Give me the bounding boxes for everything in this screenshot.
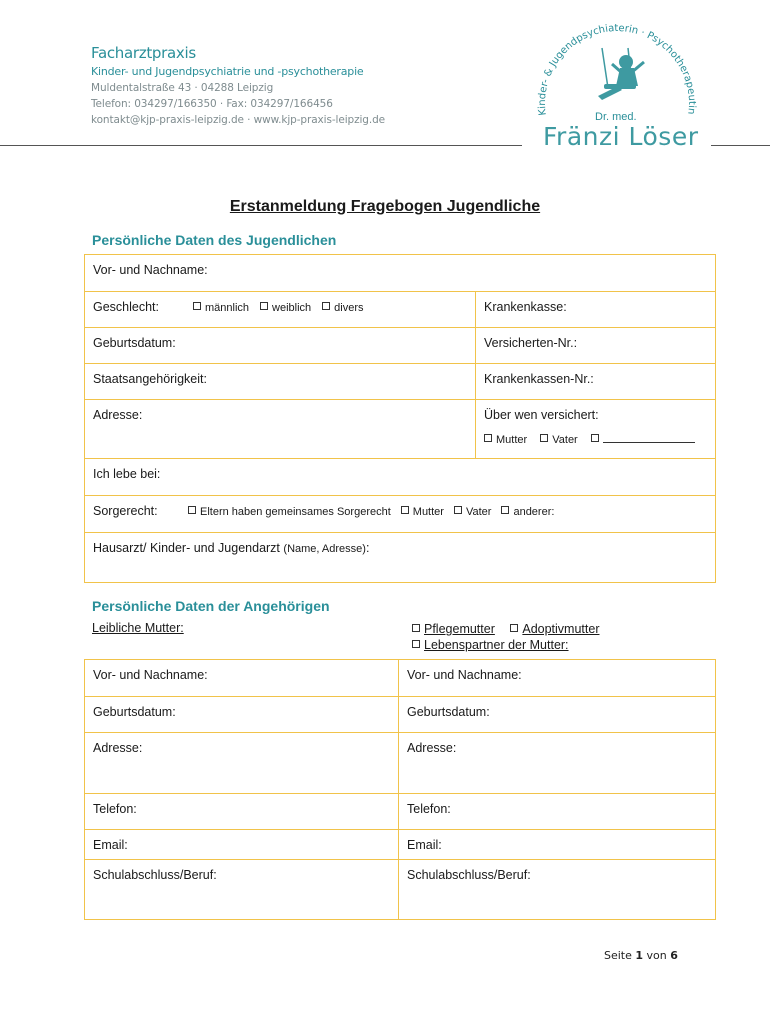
birthdate-label: Geburtsdatum: bbox=[93, 336, 176, 350]
header-divider-left bbox=[0, 145, 522, 146]
gender-option-diverse[interactable]: divers bbox=[322, 302, 363, 314]
fill-in-line[interactable] bbox=[603, 434, 695, 443]
practice-header bbox=[91, 44, 385, 128]
option-adoptive-mother[interactable]: Adoptivmutter bbox=[510, 622, 599, 636]
option-foster-mother[interactable]: Pflegemutter bbox=[412, 622, 495, 636]
insurer-number-field[interactable] bbox=[476, 364, 716, 400]
mother-name-field[interactable] bbox=[85, 660, 399, 697]
insured-via-other[interactable] bbox=[591, 434, 695, 446]
field-label: Schulabschluss/Beruf: bbox=[407, 868, 531, 882]
gender-option-female[interactable]: weiblich bbox=[260, 302, 311, 314]
insurance-label: Krankenkasse: bbox=[484, 300, 567, 314]
checkbox[interactable] bbox=[484, 434, 492, 442]
section-heading-relatives: Persönliche Daten der Angehörigen bbox=[92, 598, 330, 614]
other-birthdate-field[interactable] bbox=[399, 697, 716, 733]
header-divider-right bbox=[711, 145, 770, 146]
nationality-field[interactable] bbox=[85, 364, 476, 400]
checkbox[interactable] bbox=[540, 434, 548, 442]
checkbox[interactable] bbox=[510, 624, 518, 632]
name-label: Vor- und Nachname: bbox=[93, 263, 208, 277]
custody-label: Sorgerecht: bbox=[93, 504, 158, 518]
relatives-data-table bbox=[84, 659, 716, 920]
checkbox[interactable] bbox=[322, 302, 330, 310]
family-doctor-hint: (Name, Adresse) bbox=[283, 543, 366, 555]
field-label: Vor- und Nachname: bbox=[93, 668, 208, 682]
insurance-field[interactable] bbox=[476, 292, 716, 328]
page-indicator bbox=[604, 949, 678, 962]
insured-via-mother[interactable]: Mutter bbox=[484, 434, 527, 446]
custody-field bbox=[85, 496, 716, 533]
field-label: Adresse: bbox=[407, 741, 457, 755]
mother-phone-field[interactable] bbox=[85, 794, 399, 830]
page-number: 1 bbox=[635, 949, 644, 962]
field-label: Vor- und Nachname: bbox=[407, 668, 522, 682]
mother-address-field[interactable] bbox=[85, 733, 399, 794]
checkbox[interactable] bbox=[591, 434, 599, 442]
mother-birthdate-field[interactable] bbox=[85, 697, 399, 733]
page-prefix: Seite bbox=[604, 949, 636, 962]
insured-via-field bbox=[476, 400, 716, 459]
family-doctor-field[interactable] bbox=[85, 533, 716, 583]
address-label: Adresse: bbox=[93, 408, 143, 422]
custody-option-joint[interactable]: Eltern haben gemeinsames Sorgerecht bbox=[188, 506, 391, 518]
page-separator: von bbox=[643, 949, 671, 962]
other-address-field[interactable] bbox=[399, 733, 716, 794]
custody-option-mother[interactable]: Mutter bbox=[401, 506, 444, 518]
other-phone-field[interactable] bbox=[399, 794, 716, 830]
document-title: Erstanmeldung Fragebogen Jugendliche bbox=[229, 198, 541, 215]
logo-dr-med: Dr. med. bbox=[595, 111, 637, 123]
practice-subtitle: Kinder- und Jugendpsychiatrie und -psychotherapie bbox=[91, 65, 364, 78]
insured-number-field[interactable] bbox=[476, 328, 716, 364]
insurer-number-label: Krankenkassen-Nr.: bbox=[484, 372, 594, 386]
insured-via-father[interactable]: Vater bbox=[540, 434, 577, 446]
address-field[interactable] bbox=[85, 400, 476, 459]
insured-number-label: Versicherten-Nr.: bbox=[484, 336, 578, 350]
checkbox[interactable] bbox=[401, 506, 409, 514]
checkbox[interactable] bbox=[454, 506, 462, 514]
custody-option-father[interactable]: Vater bbox=[454, 506, 491, 518]
mother-email-field[interactable] bbox=[85, 830, 399, 860]
checkbox[interactable] bbox=[412, 624, 420, 632]
field-label: Email: bbox=[93, 838, 128, 852]
name-field[interactable] bbox=[85, 255, 716, 292]
lives-with-field[interactable] bbox=[85, 459, 716, 496]
practice-address: Muldentalstraße 43 · 04288 Leipzig bbox=[91, 82, 274, 94]
page-total: 6 bbox=[670, 949, 678, 962]
section-heading-youth: Persönliche Daten des Jugendlichen bbox=[92, 232, 337, 248]
gender-option-male[interactable]: männlich bbox=[193, 302, 249, 314]
logo-doctor-name: Fränzi Löser bbox=[543, 122, 699, 151]
insured-via-label: Über wen versichert: bbox=[484, 408, 599, 422]
field-label: Telefon: bbox=[407, 802, 451, 816]
custody-option-other[interactable]: anderer: bbox=[501, 506, 554, 518]
field-label: Adresse: bbox=[93, 741, 143, 755]
nationality-label: Staatsangehörigkeit: bbox=[93, 372, 207, 386]
family-doctor-label: Hausarzt/ Kinder- und Jugendarzt bbox=[93, 541, 280, 555]
logo-arc-text: Kinder- & Jugendpsychiaterin · Psychotherapeutin bbox=[536, 23, 698, 117]
checkbox[interactable] bbox=[193, 302, 201, 310]
gender-label: Geschlecht: bbox=[93, 300, 160, 314]
option-mothers-partner[interactable]: Lebenspartner der Mutter: bbox=[412, 638, 569, 652]
family-doctor-colon: : bbox=[365, 541, 370, 555]
checkbox[interactable] bbox=[188, 506, 196, 514]
mother-occupation-field[interactable] bbox=[85, 860, 399, 920]
other-occupation-field[interactable] bbox=[399, 860, 716, 920]
checkbox[interactable] bbox=[412, 640, 420, 648]
field-label: Geburtsdatum: bbox=[407, 705, 490, 719]
other-email-field[interactable] bbox=[399, 830, 716, 860]
practice-phone-fax: Telefon: 034297/166350 · Fax: 034297/166456 bbox=[91, 98, 333, 110]
youth-data-table bbox=[84, 254, 716, 583]
lives-with-label: Ich lebe bei: bbox=[93, 467, 161, 481]
field-label: Email: bbox=[407, 838, 442, 852]
birthdate-field[interactable] bbox=[85, 328, 476, 364]
practice-title: Facharztpraxis bbox=[91, 44, 196, 62]
other-name-field[interactable] bbox=[399, 660, 716, 697]
field-label: Schulabschluss/Beruf: bbox=[93, 868, 217, 882]
mother-type-options bbox=[412, 621, 599, 653]
gender-field bbox=[85, 292, 476, 328]
practice-contact: kontakt@kjp-praxis-leipzig.de · www.kjp-praxis-leipzig.de bbox=[91, 114, 386, 126]
biological-mother-label: Leibliche Mutter: bbox=[92, 621, 184, 635]
child-on-swing-icon bbox=[598, 48, 644, 100]
checkbox[interactable] bbox=[260, 302, 268, 310]
checkbox[interactable] bbox=[501, 506, 509, 514]
field-label: Telefon: bbox=[93, 802, 137, 816]
field-label: Geburtsdatum: bbox=[93, 705, 176, 719]
